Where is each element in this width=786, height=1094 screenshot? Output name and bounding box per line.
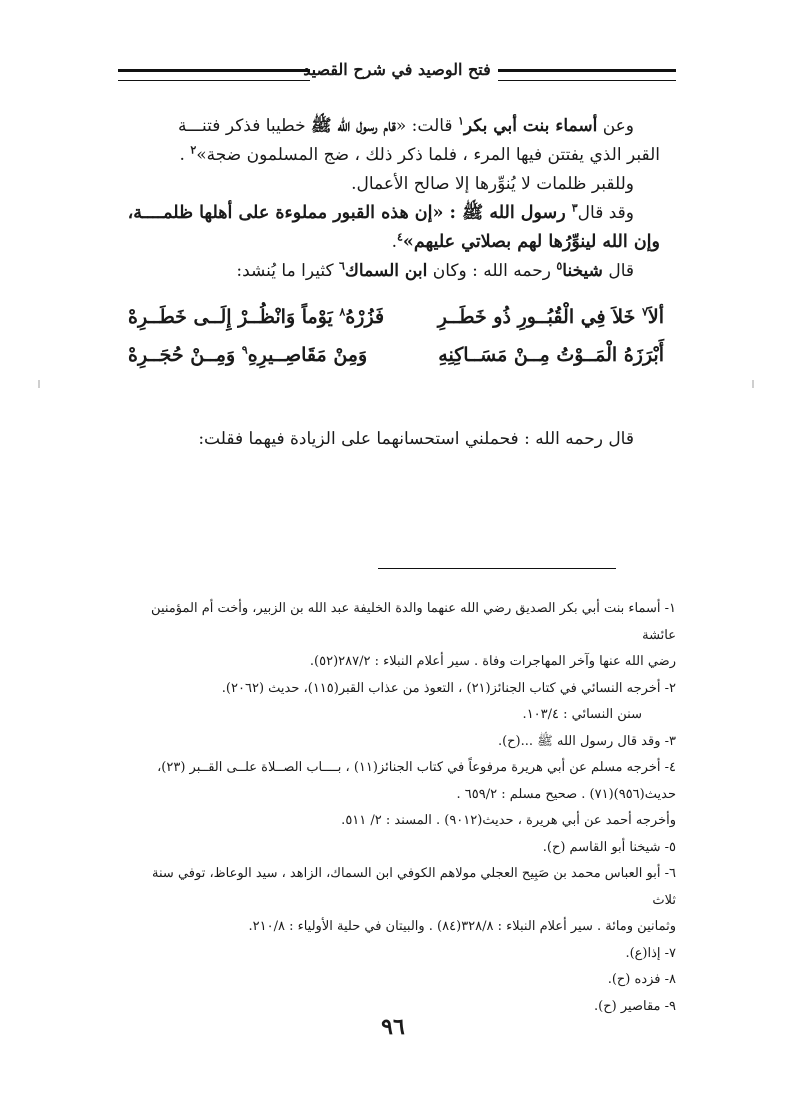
binding-mark — [38, 380, 40, 388]
footnote-ref-2: ٢ — [190, 143, 197, 157]
verse-2-first-hemistich — [438, 344, 664, 366]
footnote-2-cont: سنن النسائي : ١٠٣/٤. — [522, 707, 642, 722]
verse-1-second-hemistich — [128, 306, 384, 328]
poem-verses — [128, 306, 664, 382]
text-run: وقد قال — [577, 203, 634, 223]
text-run: قال رحمه الله : فحملني استحسانهما على الزيادة فيهما فقلت: — [198, 429, 634, 449]
text-run: وعن — [597, 116, 634, 136]
footnote-1: ١- أسماء بنت أبي بكر الصديق رضي الله عنهما والدة الخليفة عبد الله بن الزبير، وأخت أم المؤمنين عائشة — [151, 601, 676, 643]
paragraph-5 — [122, 408, 660, 471]
footnote-7: ٧- إذا(ع). — [625, 945, 676, 961]
footnotes — [128, 596, 676, 1020]
text-run: . — [179, 145, 191, 165]
text-run: قالت: « — [395, 116, 458, 136]
text-run: يَوْماً وَانْظُــرْ إِلَــى خَطَــرِهْ — [128, 306, 340, 328]
footnote-8: ٨- فزده (ح). — [607, 972, 676, 987]
footnote-ref-1: ١ — [457, 114, 464, 128]
footnote-4-cont: حديث(٩٥٦)(٧١) . صحيح مسلم : ٦٥٩/٢ . — [456, 786, 676, 802]
main-text — [122, 112, 660, 286]
footnote-ref-7: ٧ — [641, 305, 648, 319]
paragraph-1 — [122, 112, 660, 141]
header-rule-left — [118, 69, 310, 81]
footnote-ref-3: ٣ — [571, 201, 578, 215]
running-header — [118, 58, 676, 88]
footnote-6-cont: وثمانين ومائة . سير أعلام النبلاء : ٣٢٨/٨(٨٤) . والبيتان في حلية الأولياء : ٢١٠/٨. — [248, 919, 676, 934]
footnote-4: ٤- أخرجه مسلم عن أبي هريرة مرفوعاً في كتاب الجنائز(١١) ، بــــاب الصــلاة علــى القــبر (٢٣)، — [157, 760, 676, 775]
hadith-opening: قام رسول الله ﷺ — [311, 116, 396, 136]
paragraph-3-line-2 — [122, 228, 660, 257]
footnote-ref-9: ٩ — [241, 343, 248, 357]
hadith-text: رسول الله ﷺ : «إن هذه القبور مملوءة على أهلها ظلمــــة، — [127, 203, 572, 223]
text-run: وَمِنْ مَقَاصِــيرِهِ — [247, 344, 368, 366]
text-run: قال — [602, 261, 634, 281]
footnote-5: ٥- شيخنا أبو القاسم (ح). — [542, 839, 676, 855]
footnote-ref-6: ٦ — [338, 259, 345, 273]
text-run: ألاَ — [647, 306, 664, 328]
text-run: خَلاَ فِي الْقُبُــورِ ذُو خَطَــرِ — [437, 306, 642, 328]
teacher-name: شيخنا — [562, 261, 603, 281]
text-run: كثيرا ما يُنشد: — [236, 261, 339, 281]
footnote-ref-8: ٨ — [339, 305, 346, 319]
footnote-separator — [378, 568, 616, 569]
footnote-ref-5: ٥ — [556, 259, 563, 273]
text-run: رحمه الله : وكان — [427, 261, 557, 281]
footnote-6: ٦- أبو العباس محمد بن صَبِيح العجلي مولاهم الكوفي ابن السماك، الزاهد ، سيد الوعاظ، توفي سنة ثلاث — [152, 866, 676, 908]
footnote-2: ٢- أخرجه النسائي في كتاب الجنائز(٢١) ، التعوذ من عذاب القبر(١١٥)، حديث (٢٠٦٢). — [221, 680, 676, 696]
header-rule-right — [498, 69, 676, 81]
paragraph-3 — [122, 199, 660, 228]
text-run: فَزُرْهُ — [345, 306, 385, 328]
footnote-9: ٩- مقاصير (ح). — [594, 998, 676, 1014]
verse-2-second-hemistich — [128, 344, 367, 366]
text-run: القبر الذي يفتتن فيها المرء ، فلما ذكر ذلك ، ضج المسلمون ضجة» — [196, 145, 660, 165]
footnote-4-cont-2: وأخرجه أحمد عن أبي هريرة ، حديث(٩٠١٢) . المسند : ٢/ ٥١١. — [341, 813, 676, 828]
verse-line-2 — [128, 344, 664, 382]
footnote-3: ٣- وقد قال رسول الله ﷺ ...(ح). — [497, 733, 676, 749]
header-title: فتح الوصيد في شرح القصيد — [303, 60, 491, 79]
paragraph-2: وللقبر ظلمات لا يُنوِّرها إلا صالح الأعمال. — [351, 174, 634, 194]
footnote-1-cont: رضي الله عنها وآخر المهاجرات وفاة . سير أعلام النبلاء : ٢٨٧/٢(٥٢). — [309, 654, 676, 669]
text-run: خطيبا فذكر فتنـــة — [177, 116, 312, 136]
narrator-name: أسماء بنت أبي بكر — [463, 116, 598, 136]
paragraph-1-line-2 — [122, 141, 660, 170]
footnote-ref-4: ٤ — [396, 230, 403, 244]
verse-line-1 — [128, 306, 664, 344]
page-number: ٩٦ — [381, 1014, 405, 1040]
binding-mark — [752, 380, 754, 388]
verse-1-first-hemistich — [438, 306, 664, 328]
hadith-text: وإن الله لينوِّرُها لهم بصلاتي عليهم» — [402, 232, 660, 252]
poet-name: ابن السماك — [344, 261, 428, 281]
text-run: أَبْرَزَهُ الْمَــوْتُ مِــنْ مَسَــاكِنِهِ — [438, 344, 664, 366]
text-run: وَمِــنْ حُجَــرِهْ — [128, 344, 242, 366]
paragraph-4 — [122, 257, 660, 286]
text-run: . — [391, 232, 397, 252]
